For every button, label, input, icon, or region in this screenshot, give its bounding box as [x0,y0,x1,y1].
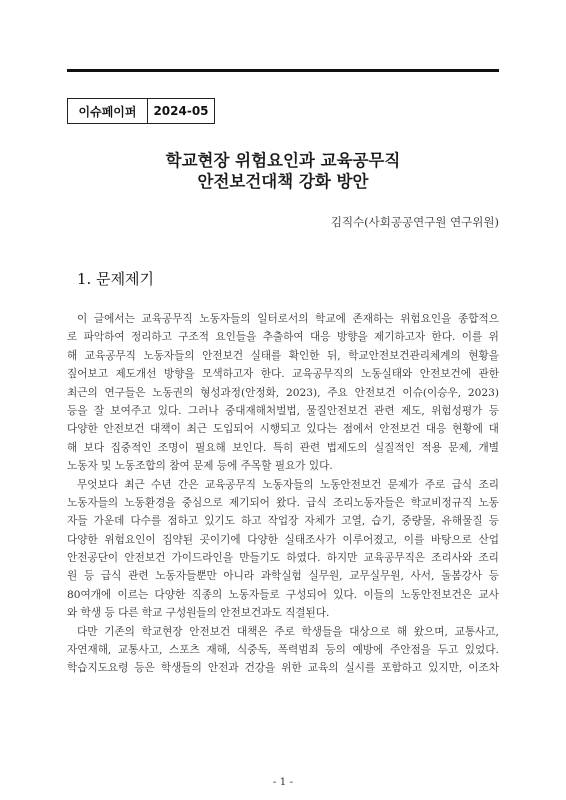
body-line: 학습지도요령 등은 학생들의 안전과 건강을 위한 교육의 실시를 포함하고 있지만, 이조차 [67,662,499,675]
document-title [0,150,566,192]
body-line: 짚어보고 제도개선 방향을 모색하고자 한다. 교육공무직의 노동실태와 안전보건에 관한 [67,368,499,381]
title-line: 학교현장 위험요인과 교육공무직 [165,151,401,170]
body-line: 안전공단이 안전보건 가이드라인을 만들기도 하였다. 하지만 교육공무직은 조리사와 조리 [67,552,499,565]
body-line: 와 학생 등 다른 학교 구성원들의 안전보건과도 직결된다. [67,607,330,620]
issue-number: 2024-05 [153,104,209,118]
body-line: 다양한 위험요인이 집약된 곳이기에 다양한 실태조사가 이루어졌고, 이를 바탕으로 산업 [67,533,499,546]
body-line: 자연재해, 교통사고, 스포츠 재해, 식중독, 폭력범죄 등의 예방에 주안점을 두고 있었다. [67,644,499,657]
top-rule [67,69,499,72]
section-heading: 1. 문제제기 [77,270,155,288]
body-line: 다양한 안전보건 대책이 최근 도입되어 시행되고 있다는 점에서 안전보건 대응 현황에 대 [67,423,499,436]
body-line: 로 파악하여 정리하고 구조적 요인들을 추출하여 대응 방향을 제기하고자 한다. 이를 위 [67,331,499,344]
body-text [67,310,499,678]
body-line: 다만 기존의 학교현장 안전보건 대책은 주로 학생들을 대상으로 해 왔으며, 교통사고, [77,625,499,638]
series-label: 이슈페이퍼 [68,99,148,123]
body-line: 이 글에서는 교육공무직 노동자들의 일터로서의 학교에 존재하는 위험요인을 종합적으 [77,313,499,325]
page-number: - 1 - [272,776,294,788]
body-line: 노동자들의 노동환경을 중심으로 제기되어 왔다. 급식 조리노동자들은 학교비정규직 노동 [67,496,499,509]
body-line: 노동자 및 노동조합의 참여 문제 등에 주목할 필요가 있다. [67,460,333,473]
body-line: 원 등 급식 관련 노동자들뿐만 아니라 과학실험 실무원, 교무실무원, 사서, 돌봄강사 등 [67,570,499,583]
author-line: 김직수(사회공공연구원 연구위원) [330,215,499,229]
body-line: 80여개에 이르는 다양한 직종의 노동자들로 구성되어 있다. 이들의 노동안전보건은 교사 [67,588,499,601]
body-line: 최근의 연구들은 노동권의 형성과정(안정화, 2023), 주요 안전보건 이슈(이승우, 2023) [67,386,499,399]
body-line: 자들 가운데 다수를 점하고 있기도 하고 작업장 자체가 고열, 습기, 중량물, 유해물질 등 [67,515,499,528]
body-line: 해 보다 집중적인 조명이 필요해 보인다. 특히 관련 법제도의 실질적인 적용 문제, 개별 [67,441,499,454]
title-line: 안전보건대책 강화 방안 [197,172,369,191]
body-line: 무엇보다 최근 수년 간은 교육공무직 노동자들의 노동안전보건 문제가 주로 급식 조리 [77,478,499,491]
issue-label-box [67,98,215,124]
body-line: 해 교육공무직 노동자들의 안전보건 실태를 확인한 뒤, 학교안전보건관리체계의 현황을 [67,349,499,362]
body-line: 등을 잘 보여주고 있다. 그러나 중대재해처벌법, 물질안전보건 관련 제도, 위험성평가 등 [67,404,499,417]
